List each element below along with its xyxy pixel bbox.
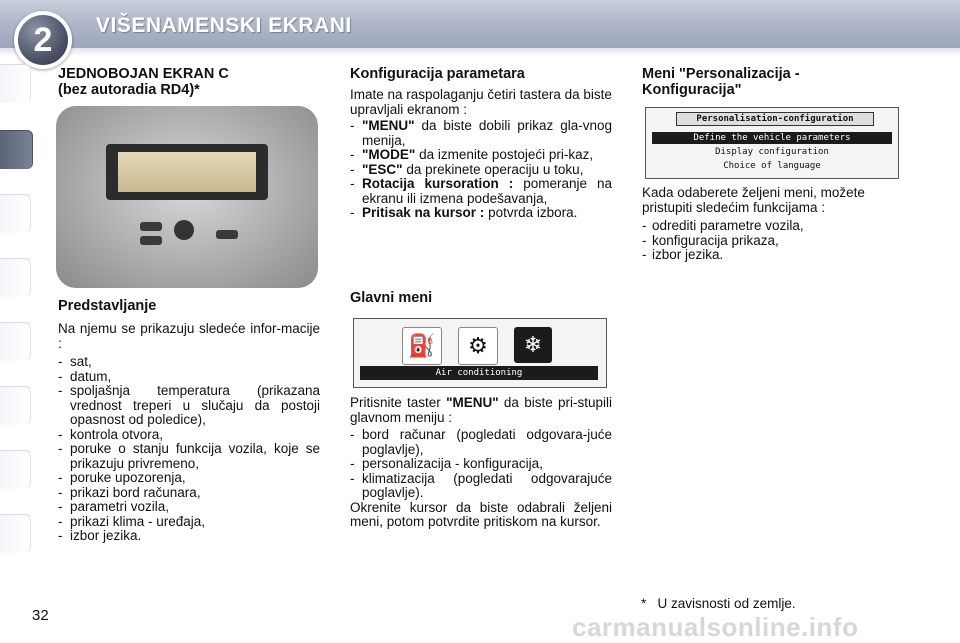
side-tab-5[interactable] [0, 322, 31, 361]
footnote-text: U zavisnosti od zemlje. [657, 596, 796, 611]
info-list [58, 355, 320, 544]
display-unit-photo [56, 106, 318, 288]
menu-text-pre: Pritisnite taster [350, 395, 441, 410]
list-item: - prikazi klima - uređaja, [58, 515, 320, 530]
list-item: - poruke upozorenja, [58, 471, 320, 486]
section-title-line-2: (bez autoradia RD4)* [58, 82, 200, 98]
photo-button [140, 222, 162, 231]
settings-sliders-icon: ⚙ [458, 327, 498, 365]
list-item: - izbor jezika. [642, 248, 904, 263]
side-tab-4[interactable] [0, 258, 31, 297]
key-name: "MODE" [362, 147, 416, 162]
chapter-side-tabs [0, 64, 34, 576]
key-name: "ESC" [362, 161, 403, 177]
main-menu-heading-wrap [350, 290, 612, 306]
column-3-heading [642, 66, 904, 98]
watermark: carmanualsonline.info [572, 612, 859, 642]
list-item: - klimatizacija (pogledati odgovarajuće poglavlje). [350, 472, 612, 501]
key-item [350, 206, 612, 221]
key-desc: potvrda izbora. [488, 205, 578, 220]
config-intro: Imate na raspolaganju četiri tastera da biste upravljali ekranom : [350, 87, 612, 117]
side-tab-1[interactable] [0, 64, 31, 103]
main-menu-screen [353, 318, 607, 388]
photo-rotary-knob [174, 220, 194, 240]
photo-button [140, 236, 162, 245]
closing-text: Okrenite kursor da biste odabrali željeni meni, potom potvrdite pritiskom na kursor. [350, 499, 612, 529]
side-tab-8[interactable] [0, 514, 31, 553]
air-conditioning-icon: ❄ [514, 327, 552, 363]
list-item: - datum, [58, 370, 320, 385]
key-item [350, 148, 612, 163]
personalization-screen [645, 107, 899, 179]
side-tab-2-active[interactable] [0, 130, 33, 169]
list-item: - izbor jezika. [58, 529, 320, 544]
screen-row-selected: Define the vehicle parameters [652, 132, 892, 144]
list-item: - poruke o stanju funkcija vozila, koje se prikazuju privremeno, [58, 442, 320, 471]
menu-items-list [350, 428, 612, 501]
list-item: - parametri vozila, [58, 500, 320, 515]
list-item: - prikazi bord računara, [58, 486, 320, 501]
column-1-body [58, 298, 320, 544]
side-tab-3[interactable] [0, 194, 31, 233]
personalization-heading-line-1: Meni "Personalizacija - [642, 66, 800, 82]
column-2-top [350, 66, 612, 221]
menu-text-post: da biste pri-stupili glavnom meniju : [350, 395, 612, 425]
chapter-number-badge: 2 [14, 11, 72, 69]
main-menu-heading: Glavni meni [350, 290, 433, 306]
section-title-line-1: JEDNOBOJAN EKRAN C [58, 66, 229, 82]
key-name: "MENU" [362, 118, 415, 133]
personalization-list [642, 219, 904, 263]
screen-row: Display configuration [715, 147, 829, 157]
key-desc: pomeranje na ekranu ili izmena podešavanja, [362, 176, 612, 206]
list-item: - sat, [58, 355, 320, 370]
menu-key: "MENU" [446, 395, 499, 410]
key-item [350, 163, 612, 178]
list-item: - odrediti parametre vozila, [642, 219, 904, 234]
key-desc: da biste dobili prikaz gla-vnog menija, [362, 118, 612, 148]
side-tab-6[interactable] [0, 386, 31, 425]
list-item: - kontrola otvora, [58, 428, 320, 443]
screen-title: Personalisation-configuration [676, 112, 874, 126]
column-2-bottom [350, 396, 612, 530]
list-item: - bord računar (pogledati odgovara-juće poglavlje), [350, 428, 612, 457]
screen-row: Choice of language [723, 161, 821, 171]
trip-computer-icon: ⛽ [402, 327, 442, 365]
key-name: Rotacija kursoration : [362, 176, 514, 191]
photo-screen-bezel [106, 144, 268, 200]
footnote [641, 596, 796, 611]
column-3-body [642, 186, 904, 263]
side-tab-7[interactable] [0, 450, 31, 489]
key-name: Pritisak na kursor : [362, 205, 485, 220]
photo-button [216, 230, 238, 239]
page-number: 32 [32, 607, 49, 624]
menu-text [350, 396, 612, 425]
key-desc: da prekinete operaciju u toku, [406, 161, 584, 177]
column-1-title [58, 66, 320, 98]
personalization-heading-line-2: Konfiguracija" [642, 82, 742, 98]
personalization-intro: Kada odaberete željeni meni, možete pristupiti sledećim funkcijama : [642, 185, 865, 215]
list-item: - konfiguracija prikaza, [642, 234, 904, 249]
intro-text: Na njemu se prikazuju sledeće infor-macije : [58, 321, 320, 351]
config-heading: Konfiguracija parametara [350, 66, 525, 82]
header-underline [0, 48, 960, 56]
footnote-mark: * [641, 596, 647, 611]
key-desc: da izmenite postojeći pri-kaz, [419, 147, 594, 162]
key-item [350, 119, 612, 148]
key-list [350, 119, 612, 221]
list-item: - spoljašnja temperatura (prikazana vrednost treperi u slučaju da postoji opasnost od poledice), [58, 384, 320, 428]
main-menu-selected-label: Air conditioning [360, 366, 598, 380]
intro-heading: Predstavljanje [58, 298, 157, 314]
chapter-title: VIŠENAMENSKI EKRANI [96, 14, 352, 37]
list-item: - personalizacija - konfiguracija, [350, 457, 612, 472]
photo-screen-display [118, 152, 256, 192]
key-item [350, 177, 612, 206]
